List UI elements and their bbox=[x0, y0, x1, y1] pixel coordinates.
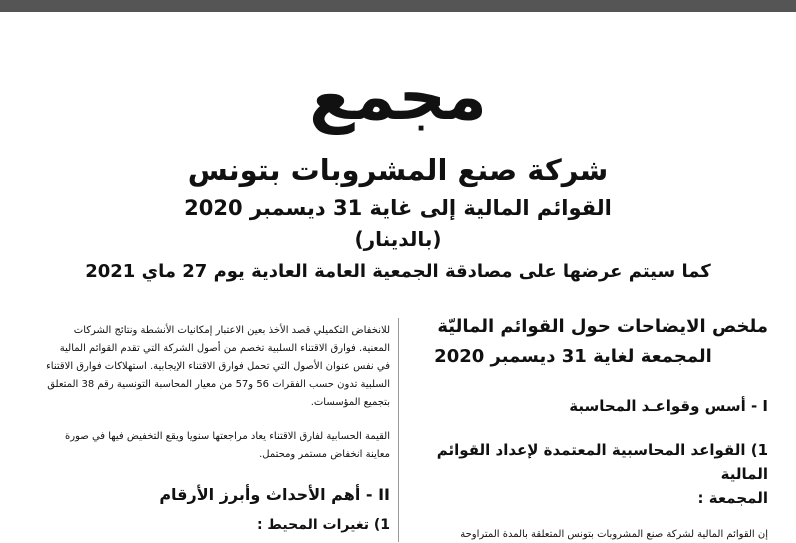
para1-line4: السلبية تدون حسب الفقرات 56 و57 من معيار المحاسبة التونسية رقم 38 المتعلق bbox=[47, 379, 390, 390]
presentation-note: كما سيتم عرضها على مصادقة الجمعية العامة العادية يوم 27 ماي 2021 bbox=[85, 261, 711, 282]
section-key-events: II - أهم الأحداث وأبرز الأرقام bbox=[159, 485, 390, 504]
currency-note: (بالدينار) bbox=[354, 227, 442, 251]
company-name: شركة صنع المشروبات بتونس bbox=[187, 153, 609, 187]
statements-title: القوائم المالية إلى غاية 31 ديسمبر 2020 bbox=[184, 196, 612, 220]
paragraph-book-value bbox=[30, 428, 390, 464]
paragraph-acquisition-differences bbox=[30, 322, 390, 412]
subsection-accounting-rules bbox=[408, 438, 768, 510]
paragraph-start: إن القوائم المالية لشركة صنع المشروبات بتونس المتعلقة بالمدة المتراوحة bbox=[460, 529, 768, 540]
subsection-scope-changes: 1) تغيرات المحيط : bbox=[256, 517, 390, 533]
subsection-line1: 1) القواعد المحاسبية المعتمدة لإعداد القوائم المالية bbox=[436, 441, 768, 483]
right-column bbox=[408, 312, 768, 543]
para1-line5: بتجميع المؤسسات. bbox=[310, 397, 390, 408]
para2-line2: معاينة انخفاض مستمر ومحتمل. bbox=[259, 449, 390, 460]
column-divider bbox=[398, 318, 399, 542]
left-column bbox=[30, 322, 390, 536]
top-scroll-bar bbox=[0, 0, 796, 12]
section-accounting-bases: I - أسس وقواعـد المحاسبة bbox=[569, 397, 768, 415]
notes-heading-line2: المجمعة لغاية 31 ديسمبر 2020 bbox=[434, 346, 712, 367]
subsection-line2: المجمعة : bbox=[697, 489, 768, 507]
para1-line1: للانخفاض التكميلي قصد الأخذ بعين الاعتبار إمكانيات الأنشطة ونتائج الشركات bbox=[73, 325, 390, 336]
para2-line1: القيمة الحسابية لفارق الاقتناء يعاد مراجعتها سنويا ويقع التخفيض فيها في صورة bbox=[65, 431, 390, 442]
group-title: مجمع bbox=[309, 58, 487, 135]
para1-line3: في نفس عنوان الأصول التي تحمل فوارق الاقتناء الإيجابية. استهلاكات فوارق الاقتناء bbox=[46, 361, 390, 372]
notes-heading bbox=[408, 312, 768, 372]
para1-line2: المعنية. فوارق الاقتناء السلبية تخصم من أصول الشركة التي تقدم القوائم المالية bbox=[59, 343, 390, 354]
notes-heading-line1: ملخص الايضاحات حول القوائم الماليّة bbox=[437, 316, 768, 337]
